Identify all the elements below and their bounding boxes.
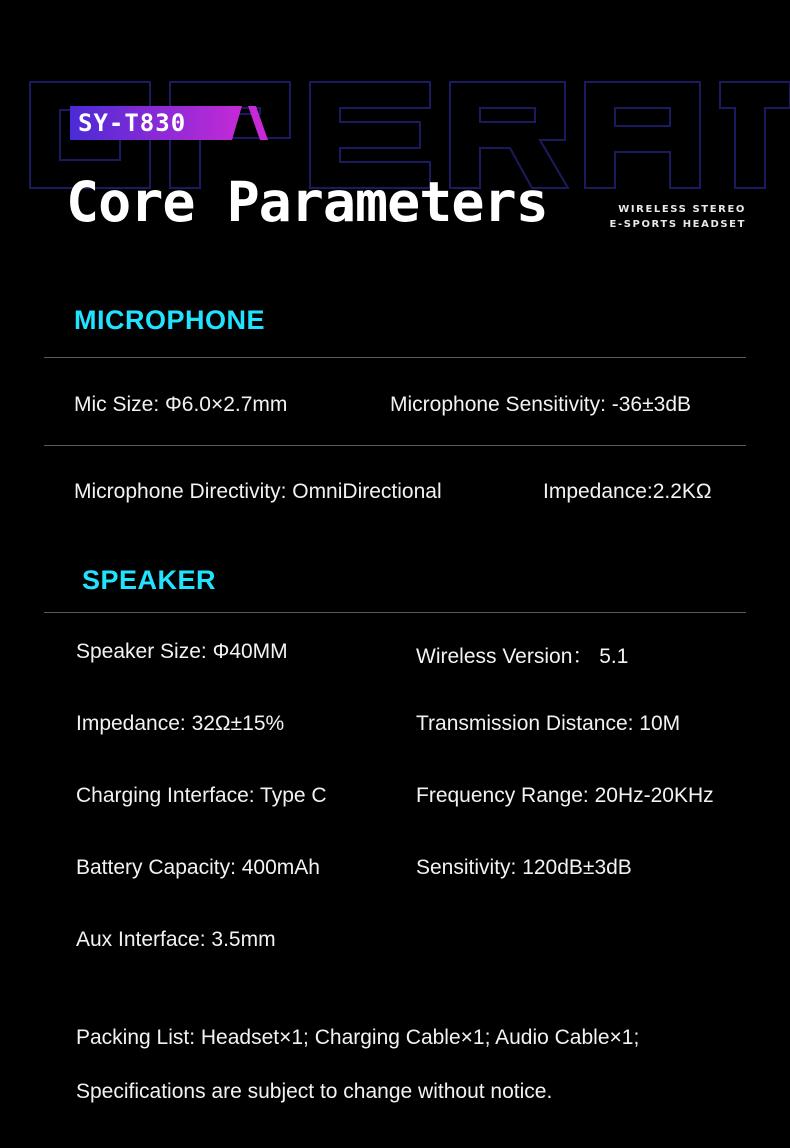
spec-speaker-impedance: Impedance: 32Ω±15% bbox=[76, 712, 285, 735]
model-badge-label: SY-T830 bbox=[78, 109, 187, 137]
spec-mic-sensitivity: Microphone Sensitivity: -36±3dB bbox=[390, 393, 692, 416]
spec-mic-impedance: Impedance:2.2KΩ bbox=[543, 480, 712, 503]
spec-wireless-version: Wireless Version： 5.1 bbox=[416, 645, 629, 668]
spec-mic-directivity: Microphone Directivity: OmniDirectional bbox=[74, 480, 442, 503]
model-badge bbox=[70, 106, 268, 140]
speaker-heading: SPEAKER bbox=[82, 565, 217, 595]
microphone-divider-middle bbox=[44, 445, 746, 446]
spec-battery-capacity: Battery Capacity: 400mAh bbox=[76, 856, 320, 879]
page-title: Core Parameters bbox=[66, 170, 548, 234]
change-notice: Specifications are subject to change without notice. bbox=[76, 1080, 553, 1103]
microphone-divider-top bbox=[44, 357, 746, 358]
spec-mic-size: Mic Size: Φ6.0×2.7mm bbox=[74, 393, 288, 416]
subtitle-line-1: WIRELESS STEREO bbox=[618, 204, 746, 215]
product-subtitle bbox=[610, 202, 746, 232]
speaker-divider bbox=[44, 612, 746, 613]
spec-frequency-range: Frequency Range: 20Hz-20KHz bbox=[416, 784, 714, 807]
spec-speaker-sensitivity: Sensitivity: 120dB±3dB bbox=[416, 856, 632, 879]
spec-charging-interface: Charging Interface: Type C bbox=[76, 784, 327, 807]
subtitle-line-2: E-SPORTS HEADSET bbox=[609, 219, 746, 230]
spec-transmission-distance: Transmission Distance: 10M bbox=[416, 712, 681, 735]
spec-speaker-size: Speaker Size: Φ40MM bbox=[76, 640, 288, 663]
spec-aux-interface: Aux Interface: 3.5mm bbox=[76, 928, 276, 951]
packing-list: Packing List: Headset×1; Charging Cable×1; Audio Cable×1; bbox=[76, 1026, 640, 1049]
microphone-heading: MICROPHONE bbox=[74, 305, 266, 335]
